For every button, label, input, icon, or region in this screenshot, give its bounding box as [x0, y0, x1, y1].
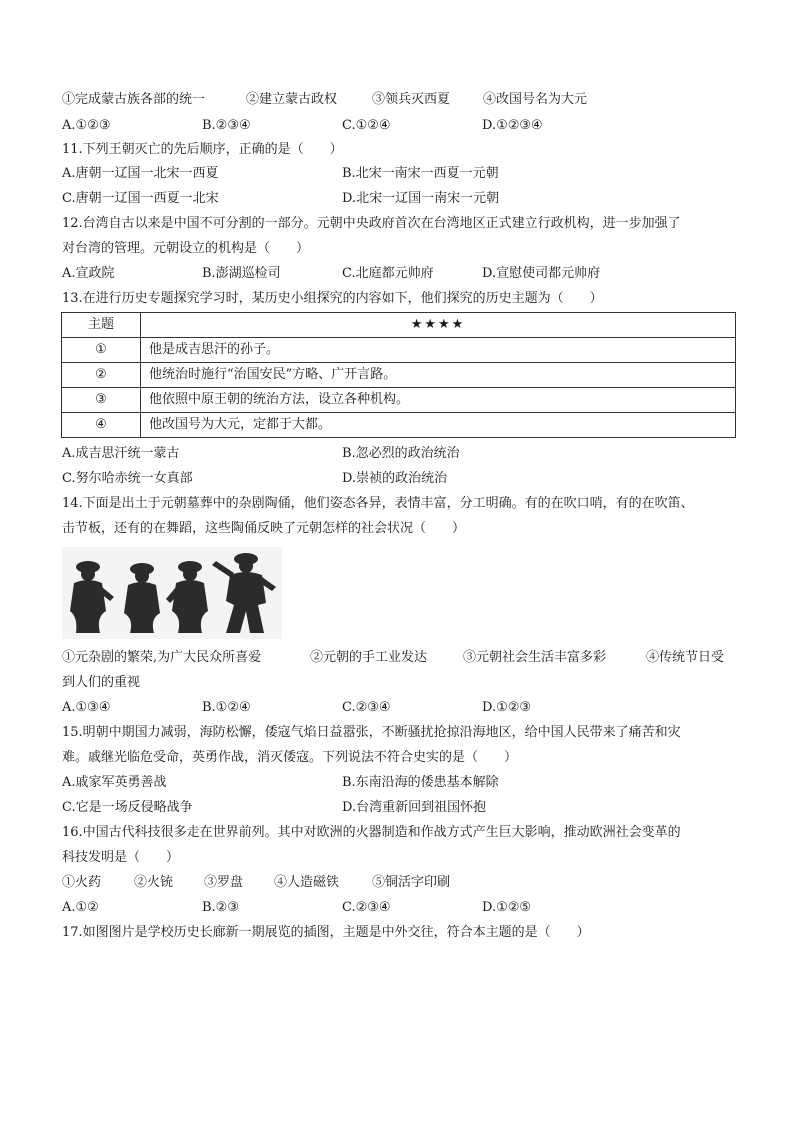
q16-statement-2: ②火铳	[134, 875, 174, 890]
q10-statement-1: ①完成蒙古族各部的统一	[62, 92, 206, 107]
q10-statement-3: ③领兵灭西夏	[372, 92, 451, 107]
q12-stem-line-2: 对台湾的管理。元朝设立的机构是（ ）	[62, 241, 310, 256]
q12-option-b[interactable]: B.澎湖巡检司	[202, 266, 281, 281]
q16-statement-3: ③罗盘	[204, 875, 244, 890]
q10-statement-4: ④改国号名为大元	[483, 92, 588, 107]
q14-stem-line-1: 14.下面是出土于元朝墓葬中的杂剧陶俑，他们姿态各异，表情丰富，分工明确。有的在吹口哨，有的在吹笛、	[62, 496, 694, 511]
q11-option-b[interactable]: B.北宋一南宋一西夏一元朝	[342, 166, 499, 181]
table-header-theme: 主题	[62, 313, 141, 338]
table-cell-text: 他是成吉思汗的孙子。	[141, 338, 736, 363]
q10-statement-2: ②建立蒙古政权	[246, 92, 338, 107]
q14-statement-4-cont: 到人们的重视	[62, 675, 141, 690]
q16-statement-5: ⑤铜活字印刷	[372, 875, 451, 890]
q14-option-b[interactable]: B.①②④	[202, 700, 251, 715]
q15-option-d[interactable]: D.台湾重新回到祖国怀抱	[342, 800, 487, 815]
q14-statement-3: ③元朝社会生活丰富多彩	[463, 650, 607, 665]
table-header-stars: ★★★★	[141, 313, 736, 338]
q13-theme-table	[61, 312, 736, 438]
table-cell-num: ④	[62, 413, 141, 438]
pottery-figurines-image	[62, 547, 282, 639]
q15-stem-line-1: 15.明朝中期国力减弱，海防松懈，倭寇气焰日益嚣张，不断骚扰抢掠沿海地区，给中国人民带来了痛苦和灾	[62, 725, 681, 740]
q14-statement-2: ②元朝的手工业发达	[310, 650, 428, 665]
table-row	[62, 413, 736, 438]
table-row	[62, 363, 736, 388]
q13-option-a[interactable]: A.成吉思汗统一蒙古	[62, 446, 180, 461]
q14-option-d[interactable]: D.①②③	[482, 700, 532, 715]
q13-option-c[interactable]: C.努尔哈赤统一女真部	[62, 471, 193, 486]
q16-option-c[interactable]: C.②③④	[342, 900, 391, 915]
q12-option-c[interactable]: C.北庭都元帅府	[342, 266, 434, 281]
q17-stem: 17.如图图片是学校历史长廊新一期展览的插图，主题是中外交往，符合本主题的是（ ）	[62, 925, 590, 940]
table-cell-num: ①	[62, 338, 141, 363]
q11-option-d[interactable]: D.北宋一辽国一南宋一元朝	[342, 191, 500, 206]
q11-option-c[interactable]: C.唐朝一辽国一西夏一北宋	[62, 191, 219, 206]
q12-stem-line-1: 12.台湾自古以来是中国不可分割的一部分。元朝中央政府首次在台湾地区正式建立行政机构，进一步加强了	[62, 216, 681, 231]
q13-stem: 13.在进行历史专题探究学习时，某历史小组探究的内容如下，他们探究的历史主题为（ ）	[62, 291, 603, 306]
q10-option-c[interactable]: C.①②④	[342, 118, 391, 133]
q16-statement-1: ①火药	[62, 875, 102, 890]
q16-stem-line-1: 16.中国古代科技很多走在世界前列。其中对欧洲的火器制造和作战方式产生巨大影响，推动欧洲社会变革的	[62, 825, 681, 840]
q16-option-b[interactable]: B.②③	[202, 900, 239, 915]
q10-option-a[interactable]: A.①②③	[62, 118, 111, 133]
q16-statement-4: ④人造磁铁	[274, 875, 340, 890]
q13-option-b[interactable]: B.忽必烈的政治统治	[342, 446, 460, 461]
q16-option-a[interactable]: A.①②	[62, 900, 99, 915]
q12-option-d[interactable]: D.宣慰使司都元帅府	[482, 266, 601, 281]
q16-stem-line-2: 科技发明是（ ）	[62, 850, 180, 865]
q14-statement-1: ①元杂剧的繁荣,为广大民众所喜爱	[62, 650, 262, 665]
q15-option-a[interactable]: A.戚家军英勇善战	[62, 775, 167, 790]
figurines-illustration	[62, 547, 282, 639]
q14-option-c[interactable]: C.②③④	[342, 700, 391, 715]
table-cell-text: 他依照中原王朝的统治方法，设立各种机构。	[141, 388, 736, 413]
q10-option-d[interactable]: D.①②③④	[482, 118, 543, 133]
q12-option-a[interactable]: A.宣政院	[62, 266, 115, 281]
table-row	[62, 338, 736, 363]
table-cell-num: ②	[62, 363, 141, 388]
table-cell-text: 他统治时施行“治国安民”方略、广开言路。	[141, 363, 736, 388]
q16-option-d[interactable]: D.①②⑤	[482, 900, 532, 915]
table-cell-text: 他改国号为大元，定都于大都。	[141, 413, 736, 438]
q13-option-d[interactable]: D.崇祯的政治统治	[342, 471, 448, 486]
q11-option-a[interactable]: A.唐朝一辽国一北宋一西夏	[62, 166, 219, 181]
table-header-row	[62, 313, 736, 338]
q15-stem-line-2: 难。戚继光临危受命，英勇作战，消灭倭寇。下列说法不符合史实的是（ ）	[62, 750, 518, 765]
q14-stem-line-2: 击节板，还有的在舞蹈，这些陶俑反映了元朝怎样的社会状况（ ）	[62, 521, 466, 536]
table-row	[62, 388, 736, 413]
q10-option-b[interactable]: B.②③④	[202, 118, 251, 133]
q11-stem: 11.下列王朝灭亡的先后顺序，正确的是（ ）	[62, 142, 343, 157]
table-cell-num: ③	[62, 388, 141, 413]
q14-statement-4: ④传统节日受	[646, 650, 725, 665]
q15-option-c[interactable]: C.它是一场反侵略战争	[62, 800, 193, 815]
q14-option-a[interactable]: A.①③④	[62, 700, 111, 715]
q15-option-b[interactable]: B.东南沿海的倭患基本解除	[342, 775, 499, 790]
